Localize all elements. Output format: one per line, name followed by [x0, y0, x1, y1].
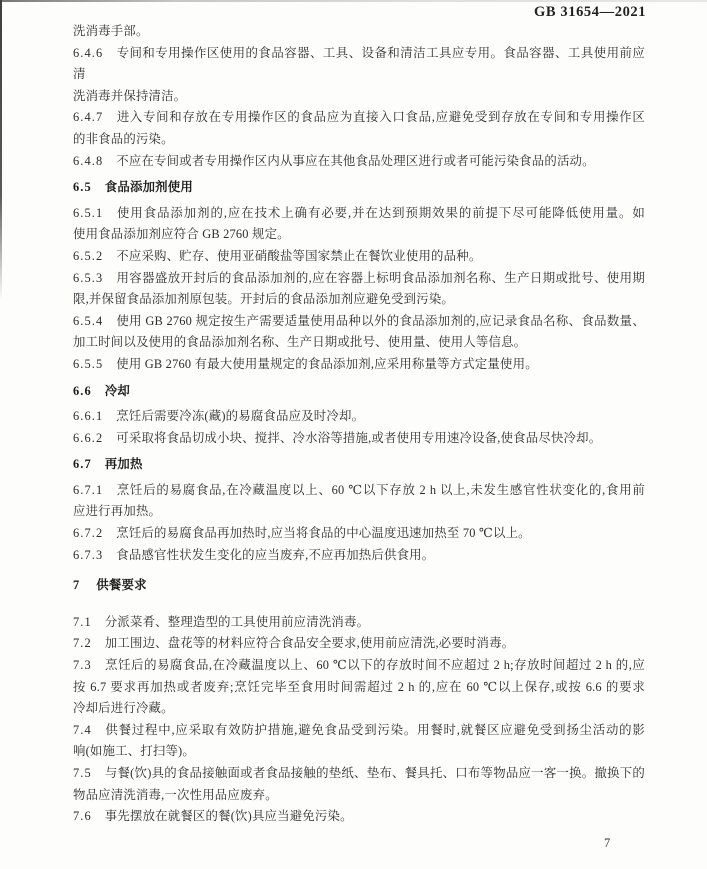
line-text: 使用 GB 2760 有最大使用量规定的食品添加剂,应采用称量等方式定量使用。 — [116, 356, 538, 371]
clause-line — [73, 612, 645, 634]
clause-line — [73, 43, 645, 86]
clause-number: 6.6.2 — [73, 430, 104, 445]
clause-number: 6.7.1 — [73, 482, 104, 497]
line-text: 再加热 — [104, 457, 143, 472]
clause-number: 6.7.2 — [73, 526, 104, 541]
clause-line — [73, 354, 645, 376]
clause-line — [73, 203, 645, 225]
document-body — [73, 21, 645, 828]
clause-number: 7.4 — [73, 722, 92, 737]
clause-line — [73, 633, 645, 655]
line-text: 使用食品添加剂应符合 GB 2760 规定。 — [73, 227, 290, 242]
line-text: 事先摆放在就餐区的餐(饮)具应当避免污染。 — [104, 809, 353, 824]
continuation-line — [73, 129, 645, 151]
scan-edge-top — [0, 0, 707, 2]
continuation-line — [73, 677, 645, 699]
line-text: 冷却后进行冷藏。 — [73, 701, 174, 716]
line-text: 食品添加剂使用 — [104, 180, 193, 195]
clause-line — [73, 107, 645, 129]
scan-edge-left — [0, 0, 2, 300]
line-text: 可采取将食品切成小块、搅拌、冷水浴等措施,或者使用专用速冷设备,使食品尽快冷却。 — [116, 430, 602, 445]
line-text: 冷却 — [104, 383, 130, 398]
chapter-heading — [73, 575, 645, 597]
clause-line — [73, 151, 645, 173]
clause-number: 7 — [73, 578, 81, 593]
line-text: 限,并保留食品添加剂原包装。开封后的食品添加剂应避免受到污染。 — [73, 292, 455, 307]
section-heading — [73, 177, 645, 199]
continuation-line — [73, 21, 645, 43]
clause-line — [73, 406, 645, 428]
clause-line — [73, 545, 645, 567]
page-number: 7 — [604, 836, 611, 850]
continuation-line — [73, 289, 645, 311]
clause-number: 6.5.2 — [73, 248, 104, 263]
clause-number: 6.6 — [73, 383, 92, 398]
clause-number: 6.5 — [73, 180, 92, 195]
line-text: 应进行再加热。 — [73, 504, 162, 519]
clause-line — [73, 523, 645, 545]
line-text: 使用食品添加剂的,应在技术上确有必要,并在达到预期效果的前提下尽可能降低使用量。如 — [116, 205, 645, 220]
line-text: 使用 GB 2760 规定按生产需要适量使用品种以外的食品添加剂的,应记录食品名称、食品数量、 — [116, 313, 645, 328]
standard-code-header: GB 31654—2021 — [534, 4, 647, 20]
line-text: 分派菜肴、整理造型的工具使用前应清洗消毒。 — [104, 614, 370, 629]
line-text: 用容器盛放开封后的食品添加剂的,应在容器上标明食品添加剂名称、生产日期或批号、使用期 — [116, 270, 645, 285]
clause-number: 6.7.3 — [73, 547, 104, 562]
continuation-line — [73, 785, 645, 807]
line-text: 物品应清洗消毒,一次性用品应废弃。 — [73, 787, 278, 802]
continuation-line — [73, 332, 645, 354]
clause-number: 7.6 — [73, 809, 92, 824]
clause-number: 6.4.7 — [73, 110, 104, 125]
continuation-line — [73, 698, 645, 720]
clause-number: 6.4.6 — [73, 45, 104, 60]
clause-number: 6.5.3 — [73, 270, 104, 285]
continuation-line — [73, 501, 645, 523]
line-text: 供餐过程中,应采取有效防护措施,避免食品受到污染。用餐时,就餐区应避免受到扬尘活动的影 — [104, 722, 645, 737]
line-text: 烹饪后需要冷冻(藏)的易腐食品应及时冷却。 — [116, 409, 365, 424]
clause-line — [73, 655, 645, 677]
line-text: 响(如施工、打扫等)。 — [73, 744, 195, 759]
line-text: 不应采购、贮存、使用亚硝酸盐等国家禁止在餐饮业使用的品种。 — [116, 248, 482, 263]
clause-number: 6.5.5 — [73, 356, 104, 371]
clause-number: 6.6.1 — [73, 409, 104, 424]
line-text: 按 6.7 要求再加热或者废弃;烹饪完毕至食用时间需超过 2 h 的,应在 60 ℃以上保存,或按 6.6 的要求 — [73, 679, 645, 694]
clause-number: 6.7 — [73, 457, 92, 472]
line-text: 洗消毒手部。 — [73, 24, 149, 38]
continuation-line — [73, 224, 645, 246]
clause-number: 6.5.4 — [73, 313, 104, 328]
line-text: 烹饪后的易腐食品,在冷藏温度以上、60 ℃以下的存放时间不应超过 2 h;存放时间超过 2 h 的,应 — [104, 658, 645, 673]
clause-number: 7.3 — [73, 658, 92, 673]
line-text: 加工时间以及使用的食品添加剂名称、生产日期或批号、使用量、使用人等信息。 — [73, 335, 527, 350]
clause-number: 7.5 — [73, 766, 92, 780]
clause-line — [73, 720, 645, 742]
line-text: 供餐要求 — [96, 578, 147, 593]
continuation-line — [73, 86, 645, 108]
line-text: 洗消毒并保持清洁。 — [73, 88, 187, 103]
section-heading — [73, 381, 645, 403]
clause-line — [73, 806, 645, 828]
clause-line — [73, 428, 645, 450]
line-text: 加工围边、盘花等的材料应符合食品安全要求,使用前应清洗,必要时消毒。 — [104, 636, 515, 651]
continuation-line — [73, 741, 645, 763]
line-text: 专间和专用操作区使用的食品容器、工具、设备和清洁工具应专用。食品容器、工具使用前应清 — [73, 45, 645, 82]
section-heading — [73, 454, 645, 476]
clause-line — [73, 246, 645, 268]
line-text: 进入专间和存放在专用操作区的食品应为直接入口食品,应避免受到存放在专间和专用操作区 — [116, 110, 645, 125]
line-text: 烹饪后的易腐食品,在冷藏温度以上、60 ℃以下存放 2 h 以上,未发生感官性状变化的,食用前 — [116, 482, 645, 497]
clause-line — [73, 268, 645, 290]
line-text: 烹饪后的易腐食品再加热时,应当将食品的中心温度迅速加热至 70 ℃以上。 — [116, 526, 531, 541]
line-text: 不应在专间或者专用操作区内从事应在其他食品处理区进行或者可能污染食品的活动。 — [116, 153, 595, 168]
clause-number: 6.5.1 — [73, 205, 104, 220]
line-text: 的非食品的污染。 — [73, 131, 174, 146]
clause-number: 7.1 — [73, 614, 92, 629]
clause-number: 6.4.8 — [73, 153, 104, 168]
clause-number: 7.2 — [73, 636, 92, 651]
clause-line — [73, 763, 645, 785]
clause-line — [73, 480, 645, 502]
line-text: 食品感官性状发生变化的应当废弃,不应再加热后供食用。 — [116, 547, 435, 562]
clause-line — [73, 311, 645, 333]
line-text: 与餐(饮)具的食品接触面或者食品接触的垫纸、垫布、餐具托、口布等物品应一客一换。撤换下的 — [104, 766, 645, 780]
